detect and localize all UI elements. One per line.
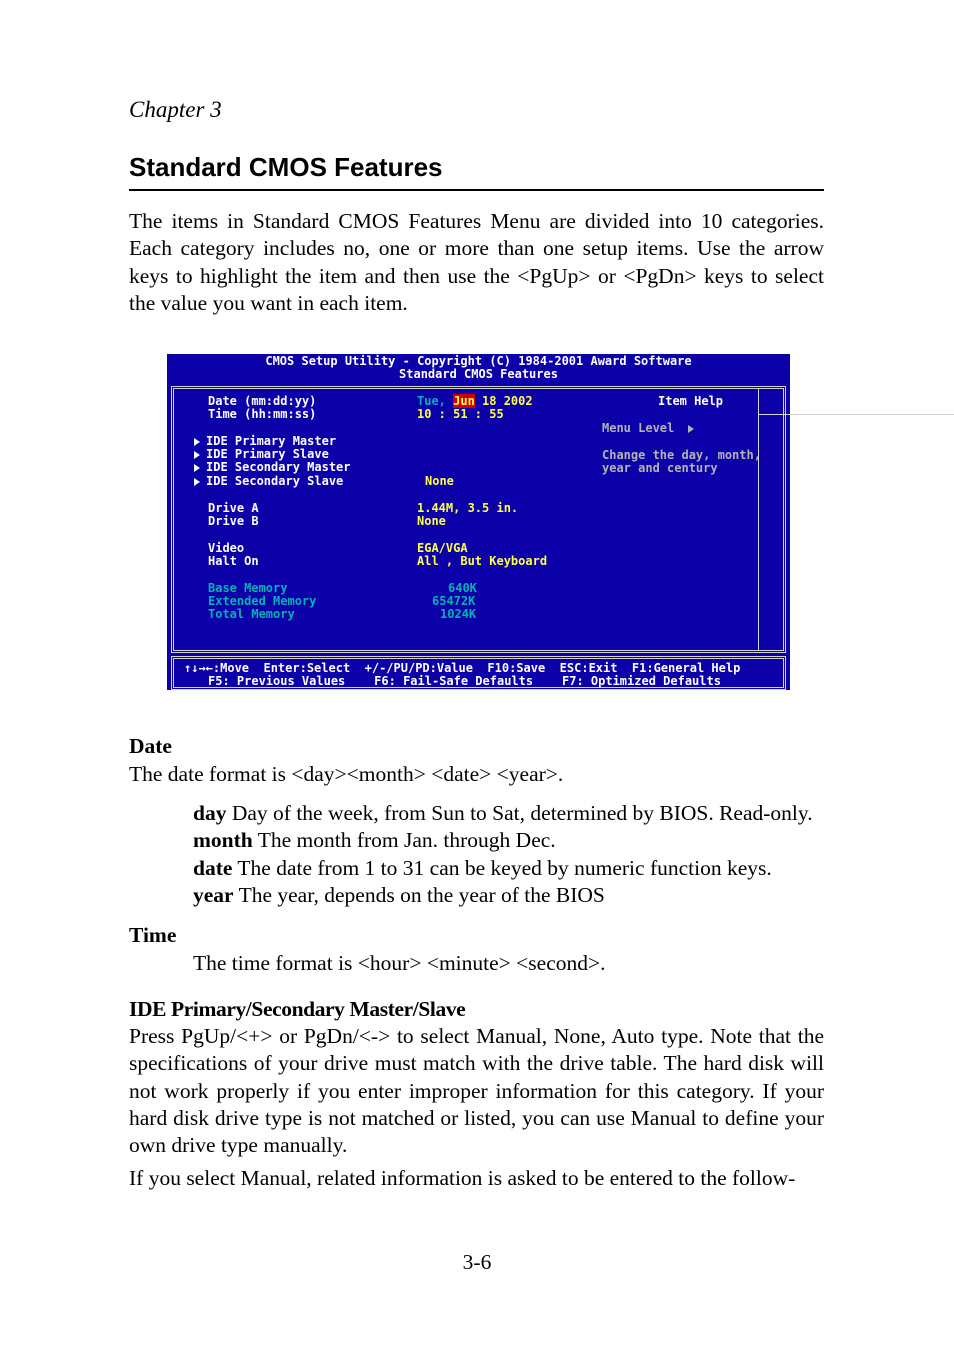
bios-extended-memory-value: 65472K xyxy=(432,594,476,608)
bios-help-separator xyxy=(759,414,954,415)
intro-paragraph: The items in Standard CMOS Features Menu are divided into 10 categories. Each category includes no, one or more than one setup items. Use the arrow keys to highlight the item and then use the <PgUp> or <PgDn> keys to select the value you want in each item. xyxy=(129,209,824,315)
bios-ide-primary-master[interactable]: IDE Primary Master xyxy=(194,435,336,448)
date-heading: Date xyxy=(129,734,172,758)
bios-date-label[interactable]: Date (mm:dd:yy) xyxy=(208,394,317,408)
page-number: 3-6 xyxy=(462,1250,492,1274)
ide-paragraph: Press PgUp/<+> or PgDn/<-> to select Manual, None, Auto type. Note that the specifications of your drive must match with the drive table. The hard disk will not work properly if you enter improper information for this category. If your hard disk drive type is not matched or listed, you can use Manual to define your own drive type manually. xyxy=(129,1024,824,1158)
menu-level-arrow-icon xyxy=(688,425,694,433)
bios-total-memory-label: Total Memory xyxy=(208,607,295,621)
def-date: date The date from 1 to 31 can be keyed by numeric function keys. xyxy=(193,855,772,880)
bios-ide-secondary-slave[interactable]: IDE Secondary Slave xyxy=(194,475,343,488)
bios-help-line2: year and century xyxy=(602,461,718,475)
bios-header-line1: CMOS Setup Utility - Copyright (C) 1984-2001 Award Software xyxy=(265,354,692,368)
manual-paragraph: If you select Manual, related information is asked to be entered to the follow- xyxy=(129,1166,796,1190)
bios-ide-secondary-master[interactable]: IDE Secondary Master xyxy=(194,461,351,474)
submenu-arrow-icon xyxy=(194,451,200,459)
bios-base-memory-value: 640K xyxy=(448,581,477,595)
bios-halt-label[interactable]: Halt On xyxy=(208,554,259,568)
bios-help-line1: Change the day, month, xyxy=(602,448,761,462)
bios-drive-b-value: None xyxy=(417,514,446,528)
bios-halt-value: All , But Keyboard xyxy=(417,554,548,568)
bios-drive-b-label[interactable]: Drive B xyxy=(208,514,259,528)
time-heading: Time xyxy=(129,923,177,947)
chapter-label: Chapter 3 xyxy=(129,97,222,122)
bios-extended-memory-label: Extended Memory xyxy=(208,594,317,608)
submenu-arrow-icon xyxy=(194,438,200,446)
submenu-arrow-icon xyxy=(194,464,200,472)
date-format-text: The date format is <day><month> <date> <year>. xyxy=(129,762,564,786)
def-month: month The month from Jan. through Dec. xyxy=(193,828,556,853)
bios-date-rest: 18 2002 xyxy=(474,394,533,408)
def-year: year The year, depends on the year of the BIOS xyxy=(193,883,605,908)
bios-base-memory-label: Base Memory xyxy=(208,581,288,595)
def-day: day Day of the week, from Sun to Sat, determined by BIOS. Read-only. xyxy=(193,801,813,825)
bios-menu-level: Menu Level xyxy=(602,422,694,435)
bios-video-value: EGA/VGA xyxy=(417,541,468,555)
bios-time-label[interactable]: Time (hh:mm:ss) xyxy=(208,407,317,421)
time-format-text: The time format is <hour> <minute> <second>. xyxy=(193,951,606,975)
bios-time-value[interactable]: 10 : 51 : 55 xyxy=(417,407,504,421)
bios-total-memory-value: 1024K xyxy=(440,607,477,621)
bios-header-line2: Standard CMOS Features xyxy=(399,367,558,381)
bios-drive-a-label[interactable]: Drive A xyxy=(208,501,259,515)
bios-ide-primary-slave[interactable]: IDE Primary Slave xyxy=(194,448,329,461)
bios-date-day: Tue, xyxy=(417,394,454,408)
date-definitions xyxy=(193,800,813,910)
bios-help-divider xyxy=(758,389,759,650)
ide-heading: IDE Primary/Secondary Master/Slave xyxy=(129,997,466,1021)
submenu-arrow-icon xyxy=(194,478,200,486)
bios-item-help-title: Item Help xyxy=(658,394,724,408)
bios-footer-line1: ↑↓→←:Move Enter:Select +/-/PU/PD:Value F10:Save ESC:Exit F1:General Help xyxy=(184,661,741,675)
bios-date-month: Jun xyxy=(453,394,475,408)
bios-screenshot xyxy=(167,354,790,690)
bios-video-label[interactable]: Video xyxy=(208,541,245,555)
section-title: Standard CMOS Features xyxy=(129,152,824,191)
bios-ide-secondary-slave-value: None xyxy=(425,474,454,488)
bios-drive-a-value: 1.44M, 3.5 in. xyxy=(417,501,519,515)
bios-footer-line2: F5: Previous Values F6: Fail-Safe Defaults F7: Optimized Defaults xyxy=(208,674,721,688)
